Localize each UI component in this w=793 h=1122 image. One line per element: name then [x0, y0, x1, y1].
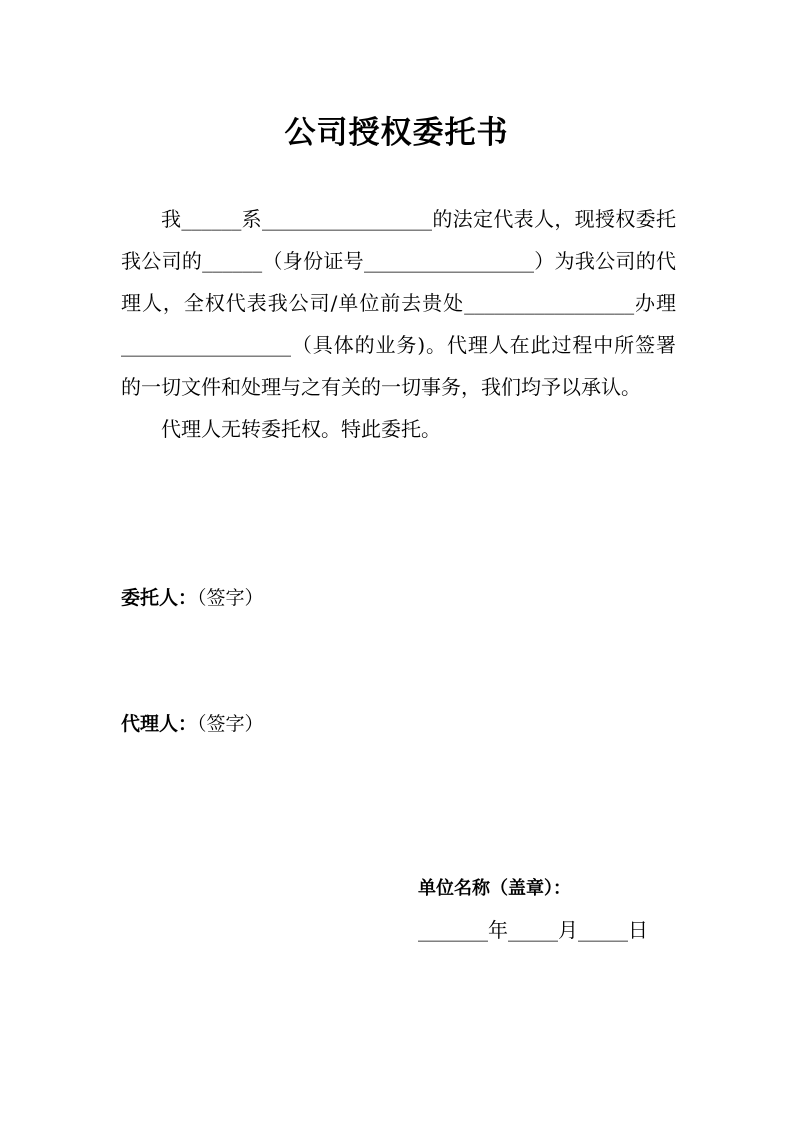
date-line: _______年_____月_____日 [418, 918, 648, 942]
agent-signature [121, 709, 264, 736]
no-subdelegation-paragraph: 代理人无转委托权。特此委托。 [161, 417, 441, 441]
authorization-paragraph: 我______系_________________的法定代表人，现授权委托我公司的______（身份证号_________________）为我公司的代理人，全权代表我公司/单位前去贵处_________________办理_________________（具体的业务)。代理人在此过程中所签署的一切文件和处理与之有关的一切事务，我们均予以承认。 [121, 207, 676, 399]
agent-sign-hint: （签字） [197, 713, 264, 735]
document-title: 公司授权委托书 [284, 115, 509, 151]
document-body [121, 198, 676, 450]
agent-label: 代理人： [121, 713, 198, 735]
unit-name-label: 单位名称（盖章）： [418, 878, 571, 899]
principal-sign-hint: （签字） [197, 587, 264, 609]
principal-label: 委托人： [121, 587, 198, 609]
principal-signature [121, 583, 264, 610]
